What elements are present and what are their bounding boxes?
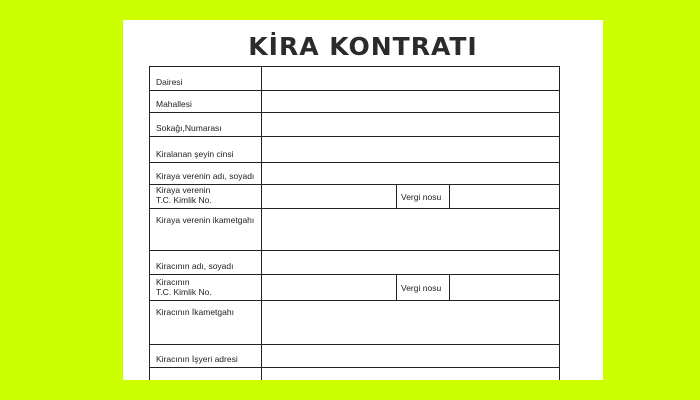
form-row-kiraya-veren-tc (150, 185, 559, 209)
field-kiraci-isyeri[interactable] (262, 345, 559, 367)
label-kiraya-veren-ad: Kiraya verenin adı, soyadı (150, 163, 262, 184)
label-kiraci-isyeri: Kiracının İşyeri adresi (150, 345, 262, 367)
form-row-kiraya-veren-ad (150, 163, 559, 185)
label-kiraya-veren-ikamet: Kiraya verenin ikametgahı (150, 209, 262, 250)
label-kiraya-veren-tc (150, 185, 262, 208)
field-kiraci-ad[interactable] (262, 251, 559, 274)
form-row-kiraci-isyeri (150, 345, 559, 368)
field-kiraya-veren-tc[interactable] (262, 185, 397, 208)
label-dairesi: Dairesi (150, 67, 262, 90)
document-title: KİRA KONTRATI (248, 32, 478, 61)
label-kiraci-tc (150, 275, 262, 300)
label-kiralanan: Kiralanan şeyin cinsi (150, 137, 262, 162)
form-row-kiraci-ikamet (150, 301, 559, 345)
field-sokagi[interactable] (262, 113, 559, 136)
field-kiraya-veren-ad[interactable] (262, 163, 559, 184)
form-row-dairesi (150, 67, 559, 91)
label-kiraya-veren-tc-line2: T.C. Kimlik No. (156, 195, 212, 205)
field-kiraci-ikamet[interactable] (262, 301, 559, 344)
form-row-next (150, 368, 559, 380)
form-row-sokagi (150, 113, 559, 137)
field-mahallesi[interactable] (262, 91, 559, 112)
label-vergi-nosu-1: Vergi nosu (397, 185, 450, 208)
label-vergi-nosu-2: Vergi nosu (397, 275, 450, 300)
form-row-kiraci-ad (150, 251, 559, 275)
field-vergi-nosu-1[interactable] (450, 185, 559, 208)
field-kiralanan[interactable] (262, 137, 559, 162)
field-dairesi[interactable] (262, 67, 559, 90)
label-kiraci-ikamet: Kiracının İkametgahı (150, 301, 262, 344)
label-sokagi: Sokağı,Numarası (150, 113, 262, 136)
label-kiraci-ad: Kiracının adı, soyadı (150, 251, 262, 274)
field-next[interactable] (262, 368, 559, 380)
field-kiraci-tc[interactable] (262, 275, 397, 300)
label-mahallesi: Mahallesi (150, 91, 262, 112)
label-kiraci-tc-line2: T.C. Kimlik No. (156, 287, 212, 297)
label-kiraci-tc-line1: Kiracının (156, 277, 190, 287)
contract-form (149, 66, 560, 380)
label-kiraya-veren-tc-line1: Kiraya verenin (156, 185, 211, 195)
form-row-mahallesi (150, 91, 559, 113)
form-row-kiraya-veren-ikamet (150, 209, 559, 251)
field-kiraya-veren-ikamet[interactable] (262, 209, 559, 250)
form-row-kiralanan (150, 137, 559, 163)
form-row-kiraci-tc (150, 275, 559, 301)
label-next (150, 368, 262, 380)
document-page (123, 20, 603, 380)
field-vergi-nosu-2[interactable] (450, 275, 559, 300)
